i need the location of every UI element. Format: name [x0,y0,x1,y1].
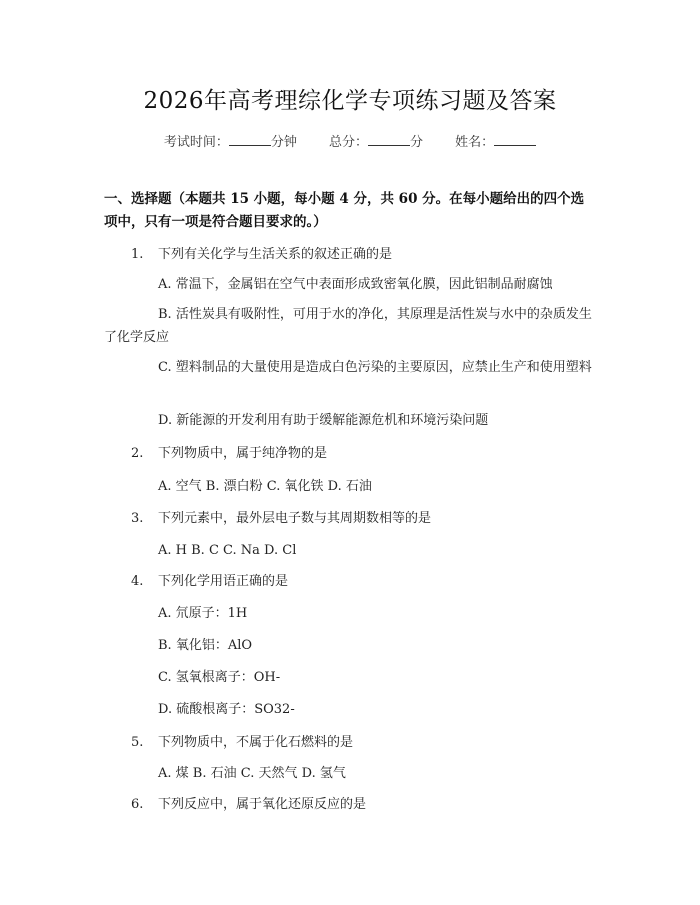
question-stem: 下列物质中，属于纯净物的是 [158,446,328,461]
page-title: 2026年高考理综化学专项练习题及答案 [143,88,557,114]
question-number: 1. [131,247,144,262]
exam-meta [0,131,700,150]
question-stem: 下列物质中，不属于化石燃料的是 [158,735,354,750]
exam-name [455,135,536,150]
option-a: A. 常温下，金属铝在空气中表面形成致密氧化膜，因此铝制品耐腐蚀 [158,277,553,292]
options-line: A. 空气 B. 漂白粉 C. 氧化铁 D. 石油 [158,479,372,494]
question-number: 5. [131,735,144,750]
question-stem: 下列有关化学与生活关系的叙述正确的是 [158,247,393,262]
time-blank [229,133,271,146]
option-d: D. 新能源的开发利用有助于缓解能源危机和环境污染问题 [158,413,489,428]
options-line: A. H B. C C. Na D. Cl [158,543,297,558]
time-unit: 分钟 [270,135,297,150]
question-number: 3. [131,511,144,526]
option-d: D. 硫酸根离子：SO32- [158,702,295,717]
question-stem: 下列元素中，最外层电子数与其周期数相等的是 [158,511,432,526]
option-b: B. 活性炭具有吸附性，可用于水的净化，其原理是活性炭与水中的杂质发生了化学反应 [104,307,592,345]
option-c: C. 塑料制品的大量使用是造成白色污染的主要原因，应禁止生产和使用塑料 [158,360,592,375]
score-blank [368,133,410,146]
time-label: 考试时间： [163,135,229,150]
question-stem: 下列反应中，属于氧化还原反应的是 [158,797,367,812]
score-unit: 分 [410,135,424,150]
option-b: B. 氧化铝：AlO [158,638,253,653]
exam-time [164,135,301,150]
option-a: A. 氘原子：1H [158,606,248,621]
options-line: A. 煤 B. 石油 C. 天然气 D. 氢气 [158,766,346,781]
name-label: 姓名： [455,135,495,150]
name-blank [494,133,536,146]
exam-score [329,135,427,150]
question-number: 2. [131,446,144,461]
question-number: 4. [131,574,144,589]
section-heading: 一、选择题（本题共 15 小题，每小题 4 分，共 60 分。在每小题给出的四个选项中，只有一项是符合题目要求的。） [104,191,585,230]
option-c: C. 氢氧根离子：OH- [158,670,281,685]
question-number: 6. [131,797,144,812]
question-stem: 下列化学用语正确的是 [158,574,289,589]
score-label: 总分： [328,135,368,150]
